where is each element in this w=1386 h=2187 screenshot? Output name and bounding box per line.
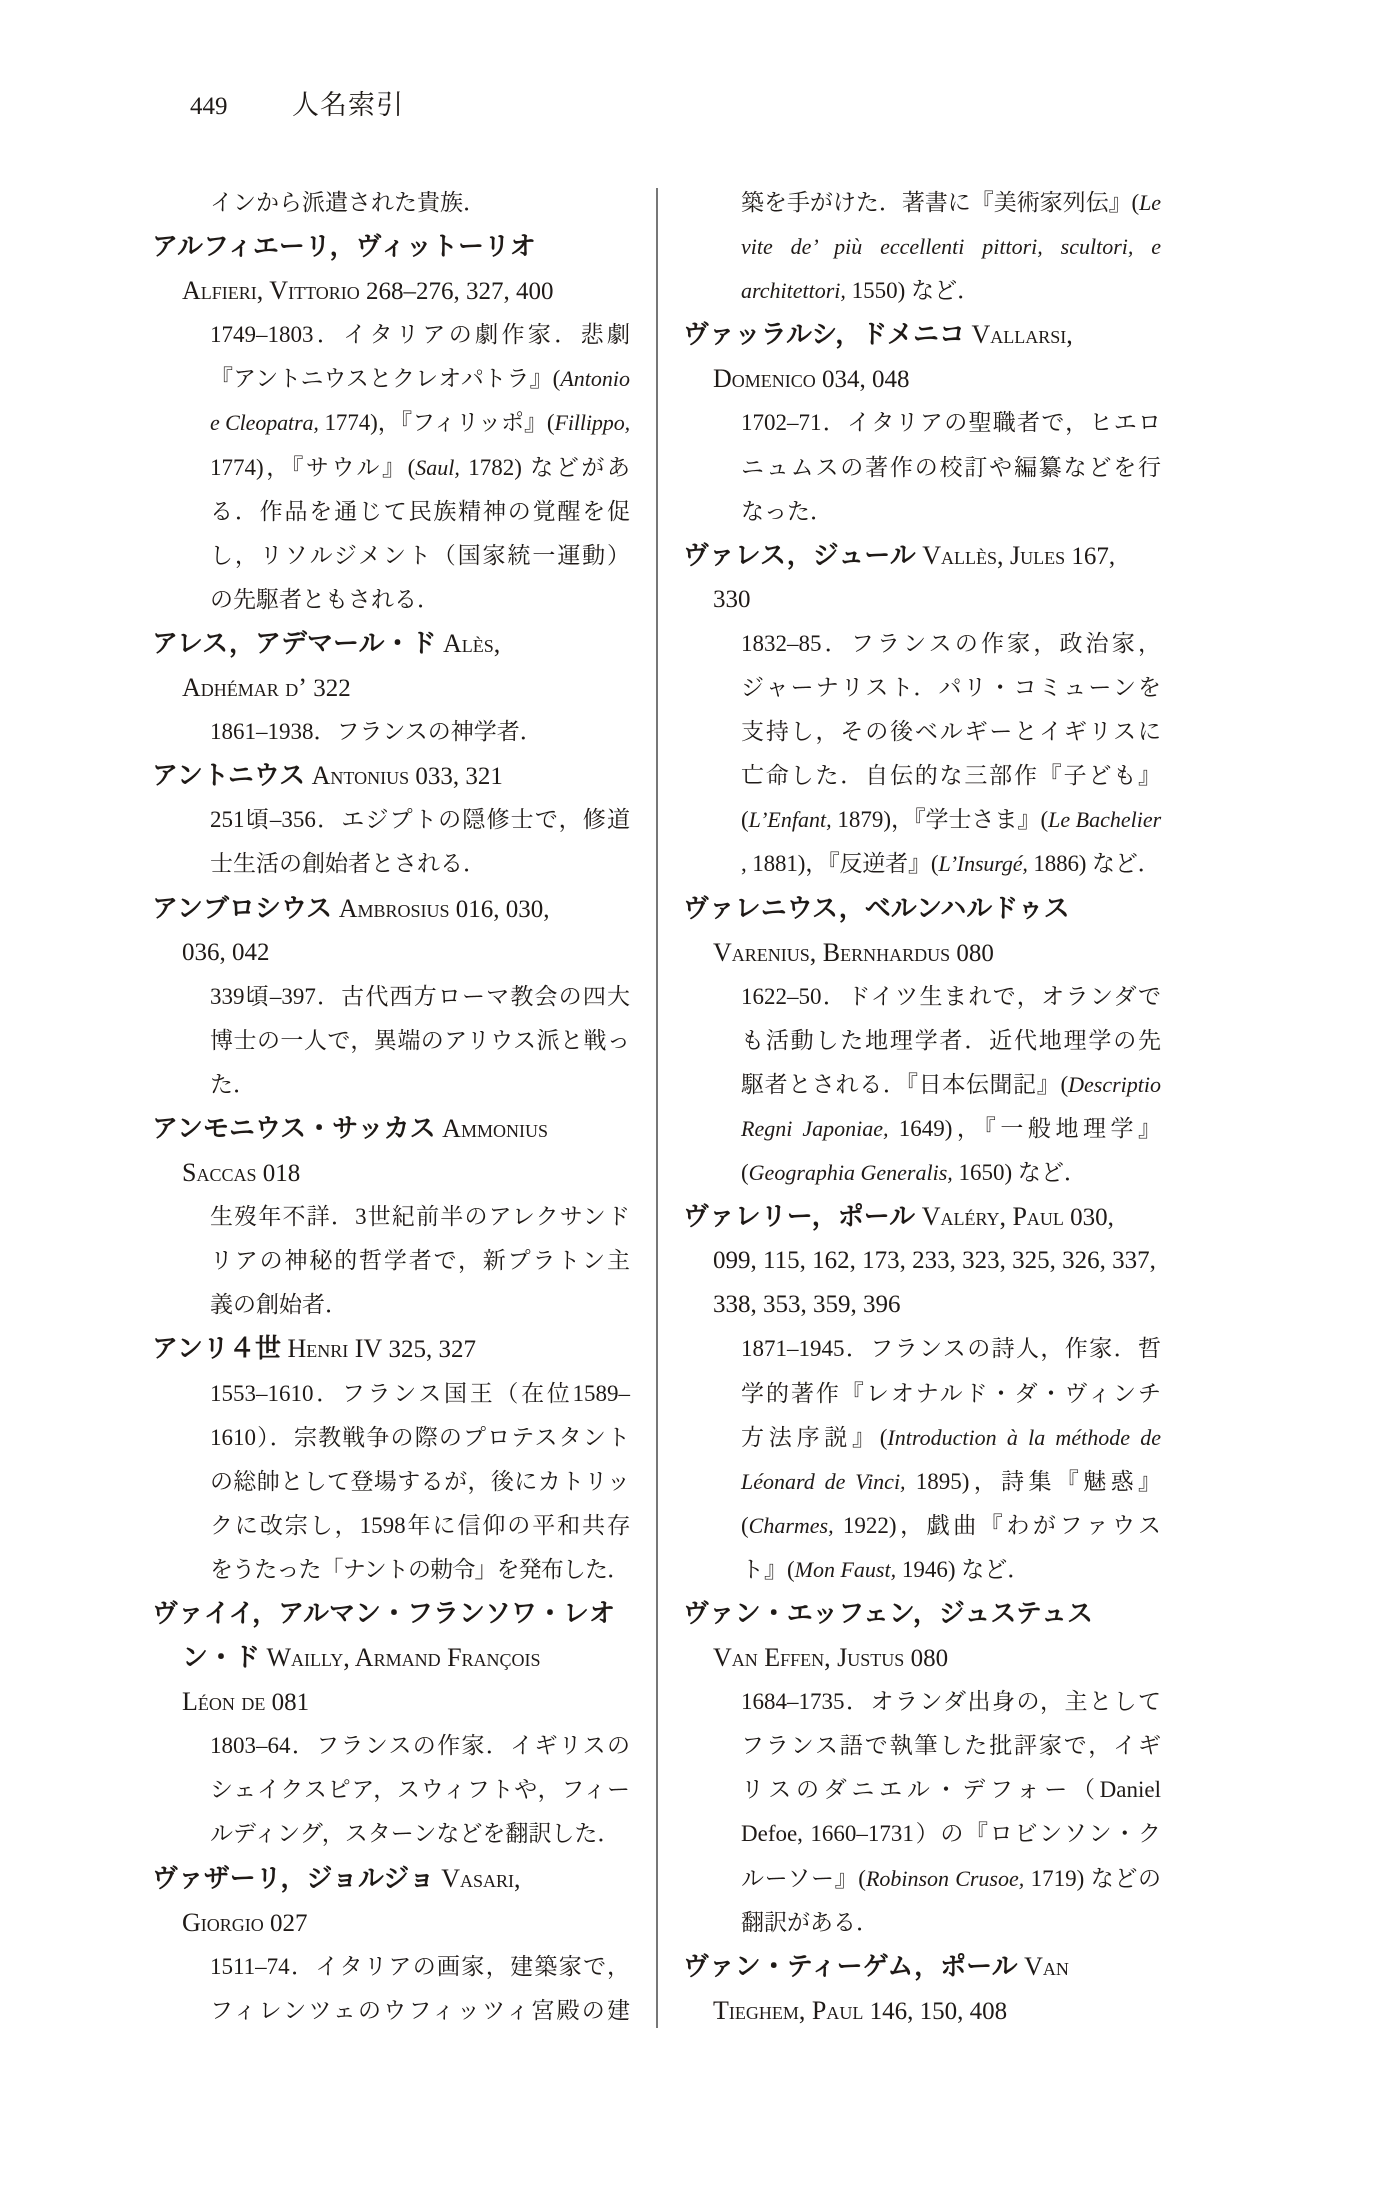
entry-description-text: 1922)，戯曲『わがファウス	[833, 1512, 1161, 1538]
index-entry	[152, 225, 630, 622]
entry-description-line	[741, 710, 1161, 754]
work-title-italic: Descriptio	[1068, 1071, 1161, 1097]
entry-page-refs: 322	[306, 675, 351, 703]
entry-heading-line	[713, 357, 1161, 401]
entry-description-text: フランス語で執筆した批評家で，イギ	[741, 1733, 1161, 1759]
entry-name-japanese: ン・ド	[182, 1643, 261, 1674]
entry-description-text: 1832–85．フランスの作家，政治家，	[741, 630, 1161, 656]
entry-description-line	[210, 1548, 630, 1592]
entry-description-line	[210, 578, 630, 622]
index-entry	[152, 1327, 630, 1592]
entry-heading-line	[683, 313, 1161, 357]
entry-page-refs: 099, 115, 162, 173, 233, 323, 325, 326, 337,	[713, 1247, 1156, 1275]
work-title-italic: vite de’ più eccellenti pittori, scultori, e	[741, 234, 1161, 260]
entry-description-line	[210, 1063, 630, 1107]
index-entry	[152, 1592, 630, 1857]
entry-description-text: クに改宗し，1598年に信仰の平和共存	[210, 1512, 630, 1538]
entry-description-line	[741, 401, 1161, 445]
entry-description-text: ニュムスの著作の校訂や編纂などを行	[741, 454, 1161, 480]
entry-description-line	[741, 1372, 1161, 1416]
entry-heading-line	[683, 1592, 1161, 1636]
entry-heading-line	[713, 1239, 1161, 1283]
entry-description-line	[741, 1019, 1161, 1063]
entry-description-text: 1650) など．	[952, 1160, 1087, 1186]
entry-name-japanese: ヴァザーリ，ジョルジョ	[152, 1863, 435, 1894]
entry-description-line	[741, 754, 1161, 798]
entry-description-line	[210, 842, 630, 886]
entry-name-japanese: アンモニウス・サッカス	[152, 1113, 436, 1144]
entry-name-latin: Vasari,	[434, 1863, 521, 1893]
entry-name-japanese: ヴァン・ティーゲム，ポール	[683, 1951, 1018, 1982]
entry-heading-line	[713, 1989, 1161, 2033]
entry-description-line	[210, 1019, 630, 1063]
entry-description-line	[741, 1327, 1161, 1371]
entry-description-text: 1684–1735．オランダ出身の，主として	[741, 1689, 1161, 1715]
entry-page-refs: 167,	[1065, 542, 1116, 570]
entry-heading-line	[182, 1901, 630, 1945]
entry-name-latin: Henri IV	[280, 1334, 383, 1364]
entry-heading-line	[182, 666, 630, 710]
work-title-italic: architettori,	[741, 278, 846, 304]
work-title-italic: Robinson Crusoe,	[865, 1865, 1025, 1891]
entry-description-line	[210, 490, 630, 534]
entry-description-line	[210, 313, 630, 357]
entry-description-text: の総帥として登場するが，後にカトリッ	[210, 1468, 630, 1494]
work-title-italic: L’Enfant,	[748, 807, 832, 833]
index-entry	[152, 1857, 630, 2033]
entry-heading-line	[152, 887, 630, 931]
entry-description-text: 1886) など．	[1027, 851, 1161, 877]
entry-description-line	[210, 1945, 630, 1989]
entry-name-latin: Antonius	[305, 761, 410, 791]
entry-heading-line	[152, 225, 630, 269]
entry-heading-line	[152, 1107, 630, 1151]
entry-name-latin: Valéry, Paul	[915, 1202, 1064, 1232]
entry-description-text: 築を手がけた．著書に『美術家列伝』(	[741, 190, 1140, 215]
entry-description-line	[741, 1063, 1161, 1107]
entry-name-latin: Saccas	[182, 1158, 257, 1188]
entry-description-line	[210, 1989, 630, 2033]
entry-description-text: リアの神秘的哲学者で，新プラトン主	[210, 1248, 630, 1274]
entry-description-line	[210, 1504, 630, 1548]
entry-description-text: 『アントニウスとクレオパトラ』(	[210, 366, 561, 392]
index-entry	[683, 1195, 1161, 1592]
entry-name-japanese: ヴァレニウス，ベルンハルドゥス	[683, 893, 1070, 924]
entry-description-text: , 1881)，『反逆者』(	[741, 851, 939, 877]
entry-heading-line	[683, 534, 1161, 578]
entry-description-line	[741, 622, 1161, 666]
entry-description-text: 学的著作『レオナルド・ダ・ヴィンチ	[741, 1380, 1161, 1406]
entry-description-line	[741, 1901, 1161, 1945]
entry-heading-line	[683, 887, 1161, 931]
entry-heading-line	[713, 578, 1161, 622]
work-title-italic: Fillippo,	[554, 410, 630, 436]
entry-heading-line	[152, 1327, 630, 1371]
entry-description-text: 1511–74．イタリアの画家，建築家で，	[210, 1953, 630, 1979]
entry-description-line	[210, 1724, 630, 1768]
entry-heading-line	[152, 622, 630, 666]
entry-description-text: し，リソルジメント（国家統一運動）	[210, 542, 630, 568]
index-entry	[683, 887, 1161, 1196]
index-entry	[683, 534, 1161, 887]
entry-description-line	[210, 975, 630, 1019]
work-title-italic: Le Bachelier	[1048, 807, 1162, 833]
entry-description-text: 1861–1938．フランスの神学者．	[210, 719, 543, 745]
entry-description-line	[741, 1151, 1161, 1195]
entry-heading-line	[683, 1195, 1161, 1239]
entry-description-line	[741, 446, 1161, 490]
entry-description-text: (	[741, 807, 749, 833]
entry-name-latin: Adhémar d’	[182, 673, 307, 703]
entry-description-text: なった．	[741, 498, 833, 524]
entry-name-japanese: アントニウス	[152, 761, 306, 792]
work-title-italic: Geographia Generalis,	[748, 1160, 953, 1186]
entry-name-japanese: アンリ４世	[152, 1334, 281, 1365]
entry-description-line	[741, 1548, 1161, 1592]
entry-description-text: 1871–1945．フランスの詩人，作家．哲	[741, 1336, 1161, 1362]
entry-name-japanese: ヴァレリー，ポール	[683, 1202, 916, 1233]
entry-description-text: 1782) などがあ	[459, 454, 630, 480]
entry-description-text: 士生活の創始者とされる．	[210, 851, 486, 877]
index-entry	[152, 622, 630, 754]
entry-heading-line	[152, 1857, 630, 1901]
entry-name-latin: Domenico	[713, 364, 816, 394]
work-title-italic: Mon Faust,	[794, 1556, 897, 1582]
entry-description-text: リスのダニエル・デフォー（Daniel	[741, 1777, 1161, 1803]
entry-page-refs: 146, 150, 408	[863, 1997, 1008, 2025]
entry-name-latin: Giorgio	[182, 1907, 264, 1937]
entry-heading-line	[182, 931, 630, 975]
entry-description-line	[210, 357, 630, 401]
entry-name-latin: Wailly, Armand François	[260, 1643, 541, 1673]
entry-heading-line	[152, 1592, 630, 1636]
entry-page-refs: 080	[904, 1645, 949, 1673]
entry-description-line	[741, 1504, 1161, 1548]
entry-description-text: 1879)，『学士さま』(	[831, 807, 1049, 833]
entry-description-line	[741, 798, 1161, 842]
work-title-italic: Saul,	[415, 454, 460, 480]
entry-name-latin: Alfieri, Vittorio	[182, 276, 360, 306]
entry-page-refs: 330	[713, 585, 751, 613]
entry-page-refs: 016, 030,	[449, 895, 550, 923]
entry-description-line	[741, 1768, 1161, 1812]
entry-page-refs: 268–276, 327, 400	[359, 278, 554, 306]
entry-description-text: 支持し，その後ベルギーとイギリスに	[741, 719, 1161, 745]
entry-description-line	[741, 1724, 1161, 1768]
index-entry	[152, 754, 630, 886]
entry-description-line	[741, 225, 1161, 269]
entry-name-latin: Alès,	[436, 628, 501, 658]
entry-description-line	[210, 1812, 630, 1856]
entry-description-line	[210, 710, 630, 754]
entry-description-line	[210, 1283, 630, 1327]
entry-name-latin: Tieghem, Paul	[713, 1995, 864, 2025]
entry-description-line	[741, 181, 1161, 225]
entry-description-text: 1774)，『フィリッポ』(	[318, 410, 555, 436]
entry-description-line	[210, 401, 630, 445]
entry-description-text: 義の創始者．	[210, 1292, 348, 1318]
entry-description-text: インから派遣された貴族．	[210, 190, 486, 215]
entry-description-text: 1946) など．	[896, 1556, 1031, 1582]
entry-description-line	[741, 490, 1161, 534]
entry-name-latin: Ambrosius	[332, 893, 450, 923]
entry-name-latin: Ammonius	[435, 1113, 548, 1143]
entry-description-line	[741, 269, 1161, 313]
entry-page-refs: 018	[256, 1160, 301, 1188]
entry-name-japanese: アンブロシウス	[152, 893, 333, 924]
entry-description-text: 亡命した．自伝的な三部作『子ども』	[741, 763, 1161, 789]
entry-name-japanese: ヴァイイ，アルマン・フランソワ・レオ	[152, 1599, 616, 1629]
work-title-italic: Regni Japoniae,	[741, 1115, 889, 1141]
entry-name-latin: Léon de	[182, 1687, 266, 1717]
entry-page-refs: 081	[265, 1689, 310, 1717]
entry-description-line	[210, 446, 630, 490]
entry-description-text: Defoe, 1660–1731）の『ロビンソン・ク	[741, 1821, 1161, 1847]
entry-page-refs: 338, 353, 359, 396	[713, 1291, 901, 1319]
entry-description-text: ルディング，スターンなどを翻訳した．	[210, 1821, 621, 1847]
entry-description-text: 博士の一人で，異端のアリウス派と戦っ	[210, 1027, 630, 1053]
entry-description-text: 1774)，『サウル』(	[210, 454, 416, 480]
entry-description-line	[741, 1680, 1161, 1724]
entry-description-text: 1553–1610．フランス国王（在位1589–	[210, 1380, 630, 1406]
entry-description-text: 1550) など．	[845, 278, 981, 304]
entry-description-text: 1622–50．ドイツ生まれで，オランダで	[741, 983, 1161, 1009]
entry-name-japanese: ヴァレス，ジュール	[683, 540, 916, 571]
running-header	[190, 85, 404, 125]
entry-description-text: 1610）．宗教戦争の際のプロテスタント	[210, 1424, 630, 1450]
index-entry-continued	[683, 181, 1161, 313]
entry-name-latin: Vallarsi,	[964, 320, 1073, 350]
work-title-italic: Le	[1139, 190, 1161, 215]
entry-description-text: フィレンツェのウフィッツィ宮殿の建	[210, 1997, 630, 2023]
index-entry	[683, 1945, 1161, 2033]
index-entry-continued	[152, 181, 630, 225]
entry-description-line	[210, 1195, 630, 1239]
entry-description-text: の先駆者ともされる．	[210, 586, 440, 612]
entry-heading-line	[182, 269, 630, 313]
entry-description-line	[741, 842, 1161, 886]
entry-description-text: (	[741, 1512, 749, 1538]
entry-page-refs: 080	[950, 939, 994, 967]
entry-page-refs: 036, 042	[182, 938, 270, 966]
entry-name-latin: Vallès, Jules	[915, 540, 1066, 570]
entry-name-japanese: アレス，アデマール・ド	[152, 628, 437, 659]
entry-description-line	[741, 1107, 1161, 1151]
index-entry	[683, 1592, 1161, 1945]
page-number: 449	[190, 93, 228, 120]
entry-name-japanese: アルフィエーリ，ヴィットーリオ	[152, 232, 536, 263]
entry-description-text: 翻訳がある．	[741, 1909, 879, 1935]
entry-description-line	[741, 1460, 1161, 1504]
entry-page-refs: 030,	[1063, 1204, 1114, 1232]
work-title-italic: Charmes,	[748, 1512, 834, 1538]
entry-description-text: 1749–1803．イタリアの劇作家．悲劇	[210, 322, 630, 348]
entry-heading-line	[683, 1945, 1161, 1989]
entry-page-refs: 034, 048	[815, 366, 910, 394]
entry-description-line	[210, 1372, 630, 1416]
entry-heading-line	[713, 1283, 1161, 1327]
entry-description-line	[210, 1239, 630, 1283]
entry-heading-line	[152, 754, 630, 798]
entry-description-text: 1895)，詩集『魅惑』	[905, 1468, 1161, 1494]
work-title-italic: Introduction à la méthode de	[887, 1424, 1161, 1450]
entry-description-text: 1649)，『一般地理学』	[888, 1115, 1161, 1141]
entry-description-text: (	[741, 1160, 749, 1186]
entry-description-text: た．	[210, 1071, 256, 1097]
entry-description-line	[741, 1812, 1161, 1856]
entry-description-text: 生歿年不詳．3世紀前半のアレクサンド	[210, 1204, 630, 1230]
entry-description-line	[210, 1416, 630, 1460]
entry-name-latin: Varenius, Bernhardus	[713, 937, 951, 967]
entry-name-japanese: ヴァン・エッフェン，ジュステュス	[683, 1599, 1094, 1629]
entry-description-text: 1702–71．イタリアの聖職者で，ヒエロ	[741, 410, 1161, 436]
index-column-right	[683, 181, 1161, 2033]
entry-heading-line	[182, 1680, 630, 1724]
column-divider	[656, 188, 658, 2028]
entry-description-line	[741, 666, 1161, 710]
entry-description-text: も活動した地理学者．近代地理学の先	[741, 1027, 1161, 1053]
entry-description-text: 339頃–397．古代西方ローマ教会の四大	[210, 983, 630, 1009]
entry-description-text: ト』(	[741, 1556, 795, 1582]
entry-heading-line	[713, 1636, 1161, 1680]
work-title-italic: e Cleopatra,	[210, 410, 319, 436]
work-title-italic: Antonio	[560, 366, 630, 392]
entry-heading-line	[182, 1151, 630, 1195]
index-column-left	[152, 181, 630, 2033]
entry-description-text: 1803–64．フランスの作家．イギリスの	[210, 1733, 630, 1759]
index-entry	[152, 887, 630, 1107]
entry-description-line	[210, 1460, 630, 1504]
entry-description-text: 251頃–356．エジプトの隠修士で，修道	[210, 807, 630, 833]
entry-name-latin: Van	[1017, 1951, 1069, 1981]
entry-description-line	[210, 798, 630, 842]
entry-description-line	[741, 1416, 1161, 1460]
entry-page-refs: 027	[263, 1909, 308, 1937]
entry-description-text: 方法序説』(	[741, 1424, 888, 1450]
entry-description-text: 1719) などの	[1024, 1865, 1161, 1891]
entry-description-text: ルーソー』(	[741, 1865, 866, 1891]
entry-name-japanese: ヴァッラルシ，ドメニコ	[683, 320, 965, 351]
index-entry	[152, 1107, 630, 1327]
index-entry	[683, 313, 1161, 533]
entry-heading-line	[713, 931, 1161, 975]
entry-description-text: ジャーナリスト．パリ・コミューンを	[741, 675, 1161, 701]
entry-description-line	[741, 1857, 1161, 1901]
work-title-italic: L’Insurgé,	[938, 851, 1028, 877]
entry-description-text: シェイクスピア，スウィフトや，フィー	[210, 1777, 630, 1803]
entry-description-line	[210, 534, 630, 578]
running-title: 人名索引	[292, 90, 404, 120]
entry-description-text: る．作品を通じて民族精神の覚醒を促	[210, 498, 630, 524]
entry-description-line	[210, 1768, 630, 1812]
entry-description-line	[741, 975, 1161, 1019]
entry-page-refs: 325, 327	[382, 1336, 476, 1364]
entry-name-latin: Van Effen, Justus	[713, 1643, 905, 1673]
entry-description-text: 駆者とされる．『日本伝聞記』(	[741, 1071, 1069, 1097]
work-title-italic: Léonard de Vinci,	[741, 1468, 906, 1494]
entry-heading-line	[182, 1636, 630, 1680]
entry-description-line	[210, 181, 630, 225]
entry-description-text: をうたった「ナントの勅令」を発布した．	[210, 1556, 630, 1582]
entry-page-refs: 033, 321	[409, 763, 503, 791]
